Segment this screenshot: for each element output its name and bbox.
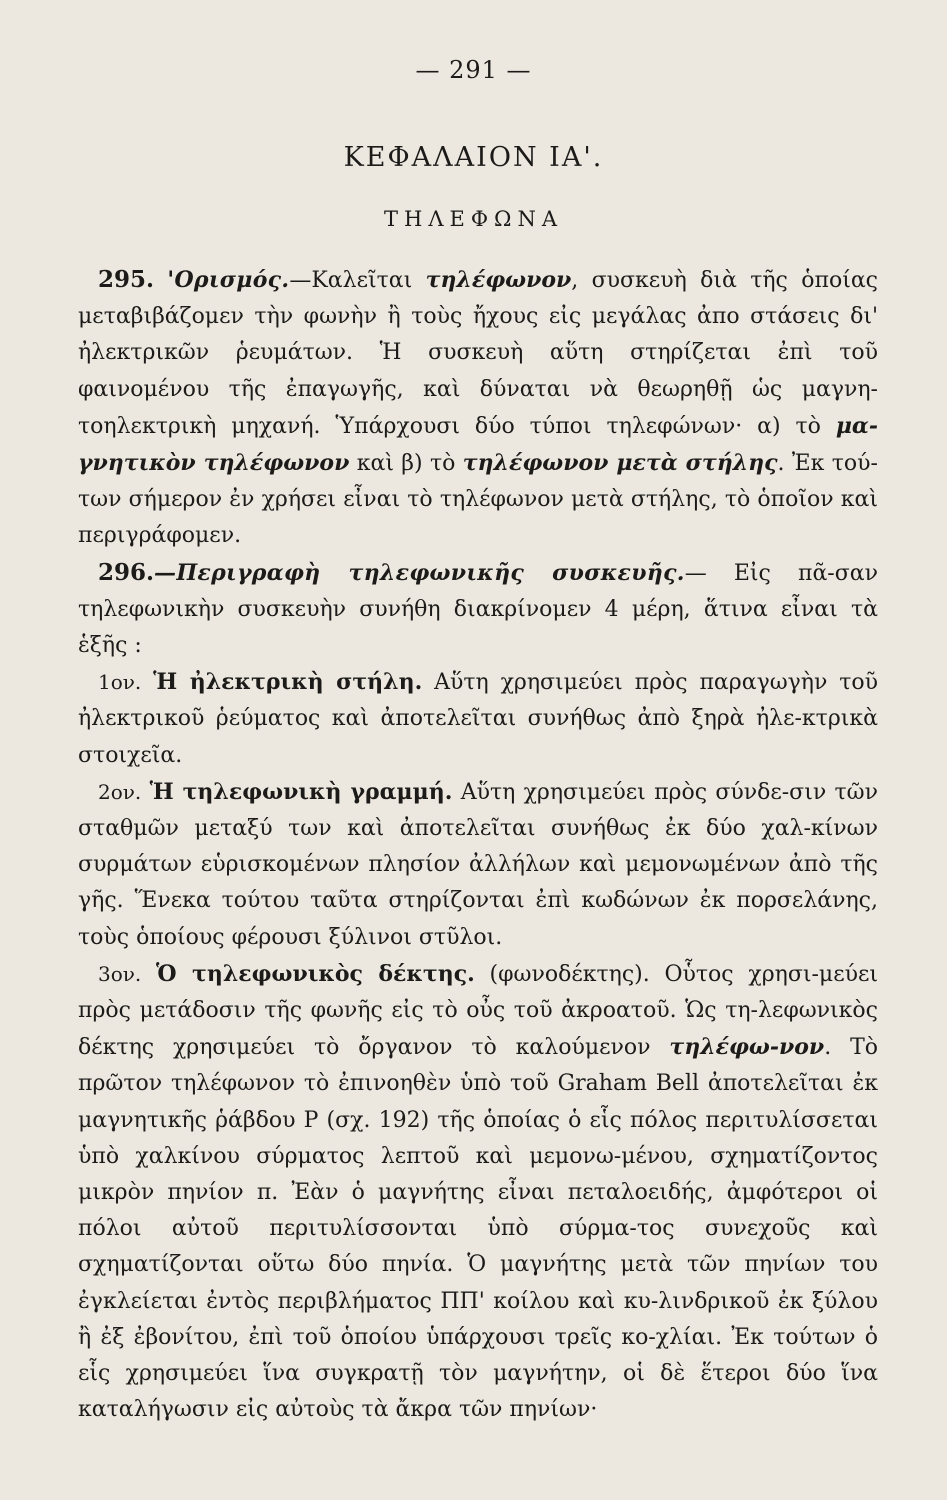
section-number: 295. — [98, 266, 155, 293]
part-1-paragraph — [78, 664, 878, 774]
paragraph-text: — Εἰς πᾶ-σαν τηλεφωνικὴν συσκευὴν συνήθη διακρίνομεν 4 μέρη, ἅτινα εἶναι τὰ ἑξῆς : — [78, 560, 878, 659]
part-title: Ἡ ἠλεκτρικὴ στήλη. — [153, 669, 423, 696]
part-ordinal: 3ον. — [98, 961, 142, 986]
paragraph-text: —Καλεῖται — [289, 268, 426, 293]
part-ordinal: 1ον. — [98, 670, 142, 695]
defined-term: τηλέφω-νον — [669, 1034, 825, 1061]
paragraph-text: (φωνοδέκτης). Οὗτος χρησι-μεύει πρὸς μετάδοσιν τῆς φωνῆς εἰς τὸ οὖς τοῦ ἀκροατοῦ. Ὡς τη-λεφωνικὸς δέκτης χρησιμεύει τὸ ὄργανον τὸ καλούμενον — [78, 961, 878, 1061]
part-ordinal: 2ον. — [98, 779, 142, 804]
part-2-paragraph — [78, 774, 878, 956]
part-title: Ἡ τηλεφωνικὴ γραμμή. — [149, 778, 453, 805]
part-3-paragraph — [78, 956, 878, 1429]
section-title: —Περιγραφὴ τηλεφωνικῆς συσκευῆς. — [154, 559, 685, 586]
section-295-paragraph — [78, 262, 878, 555]
part-title: Ὁ τηλεφωνικὸς δέκτης. — [156, 960, 475, 987]
section-title: 'Ορισμός. — [167, 267, 290, 293]
paragraph-text: Αὕτη χρησιμεύει πρὸς σύνδε-σιν τῶν σταθμῶν μεταξύ των καὶ ἀποτελεῖται συνήθως ἐκ δύο χαλ-κίνων συρμάτων εὑρισκομένων πλησίον ἀλλήλων καὶ μεμονωμένων ἀπὸ τῆς γῆς. Ἕνεκα τούτου ταῦτα στηρίζονται ἐπὶ κωδώνων ἐκ πορσελάνης, τοὺς ὁποίους φέρουσι ξύλινοι στῦλοι. — [78, 779, 878, 950]
defined-term: μα-γνητικὸν τηλέφωνον — [78, 412, 878, 477]
defined-term: τηλέφωνον — [425, 267, 572, 293]
section-number: 296. — [98, 558, 155, 586]
section-296-paragraph — [78, 555, 878, 665]
paragraph-text: . Τὸ πρῶτον τηλέφωνον τὸ ἐπινοηθὲν ὑπὸ τοῦ Graham Bell ἀποτελεῖται ἐκ μαγνητικῆς ῥάβδου Ρ (σχ. 192) τῆς ὁποίας ὁ εἷς πόλος περιτυλίσσεται ὑπὸ χαλκίνου σύρματος λεπτοῦ καὶ μεμονω-μένου, σχηματίζοντος μικρὸν πηνίον π. Ἐὰν ὁ μαγνήτης εἶναι πεταλοειδής, ἀμφότεροι οἱ πόλοι αὐτοῦ περιτυλίσσονται ὑπὸ σύρμα-τος συνεχοῦς καὶ σχηματίζονται οὕτω δύο πηνία. Ὁ μαγνήτης μετὰ τῶν πηνίων του ἐγκλείεται ἐντὸς περιβλήματος ΠΠ' κοίλου καὶ κυ-λινδρικοῦ ἐκ ξύλου ἢ ἐξ ἐβονίτου, ἐπὶ τοῦ ὁποίου ὑπάρχουσι τρεῖς κο-χλίαι. Ἐκ τούτων ὁ εἷς χρησιμεύει ἵνα συγκρατῇ τὸν μαγνήτην, οἱ δὲ ἕτεροι δύο ἵνα καταλήγωσιν εἰς αὐτοὺς τὰ ἄκρα τῶν πηνίων· — [78, 1035, 878, 1423]
page-body — [78, 262, 878, 1429]
defined-term: τηλέφωνον μετὰ στήλης — [462, 450, 778, 477]
paragraph-text: Αὕτη χρησιμεύει πρὸς παραγωγὴν τοῦ ἠλεκτρικοῦ ῥεύματος καὶ ἀποτελεῖται συνήθως ἀπὸ ξηρὰ ἠλε-κτρικὰ στοιχεῖα. — [78, 670, 879, 768]
paragraph-text: καὶ β) τὸ — [349, 451, 463, 477]
page-number: — 291 — — [415, 56, 532, 84]
chapter-heading: ΚΕΦΑΛΑΙΟΝ ΙΑ'. — [343, 142, 604, 173]
paragraph-text: , συσκευὴ διὰ τῆς ὁποίας μεταβιβάζομεν τὴν φωνὴν ἢ τοὺς ἤχους εἰς μεγάλας ἀπο στάσεις δι' ἠλεκτρικῶν ῥευμάτων. Ἡ συσκευὴ αὕτη στηρίζεται ἐπὶ τοῦ φαινομένου τῆς ἐπαγωγῆς, καὶ δύναται νὰ θεωρηθῇ ὡς μαγνη-τοηλεκτρικὴ μηχανή. Ὑπάρχουσι δύο τύποι τηλεφώνων· α) τὸ — [78, 268, 879, 439]
chapter-subtitle: ΤΗΛΕΦΩΝΑ — [384, 207, 563, 231]
paragraph-text: . Ἐκ τού-των σήμερον ἐν χρήσει εἶναι τὸ τηλέφωνον μετὰ στήλης, τὸ ὁποῖον καὶ περιγράφομεν. — [78, 451, 878, 549]
